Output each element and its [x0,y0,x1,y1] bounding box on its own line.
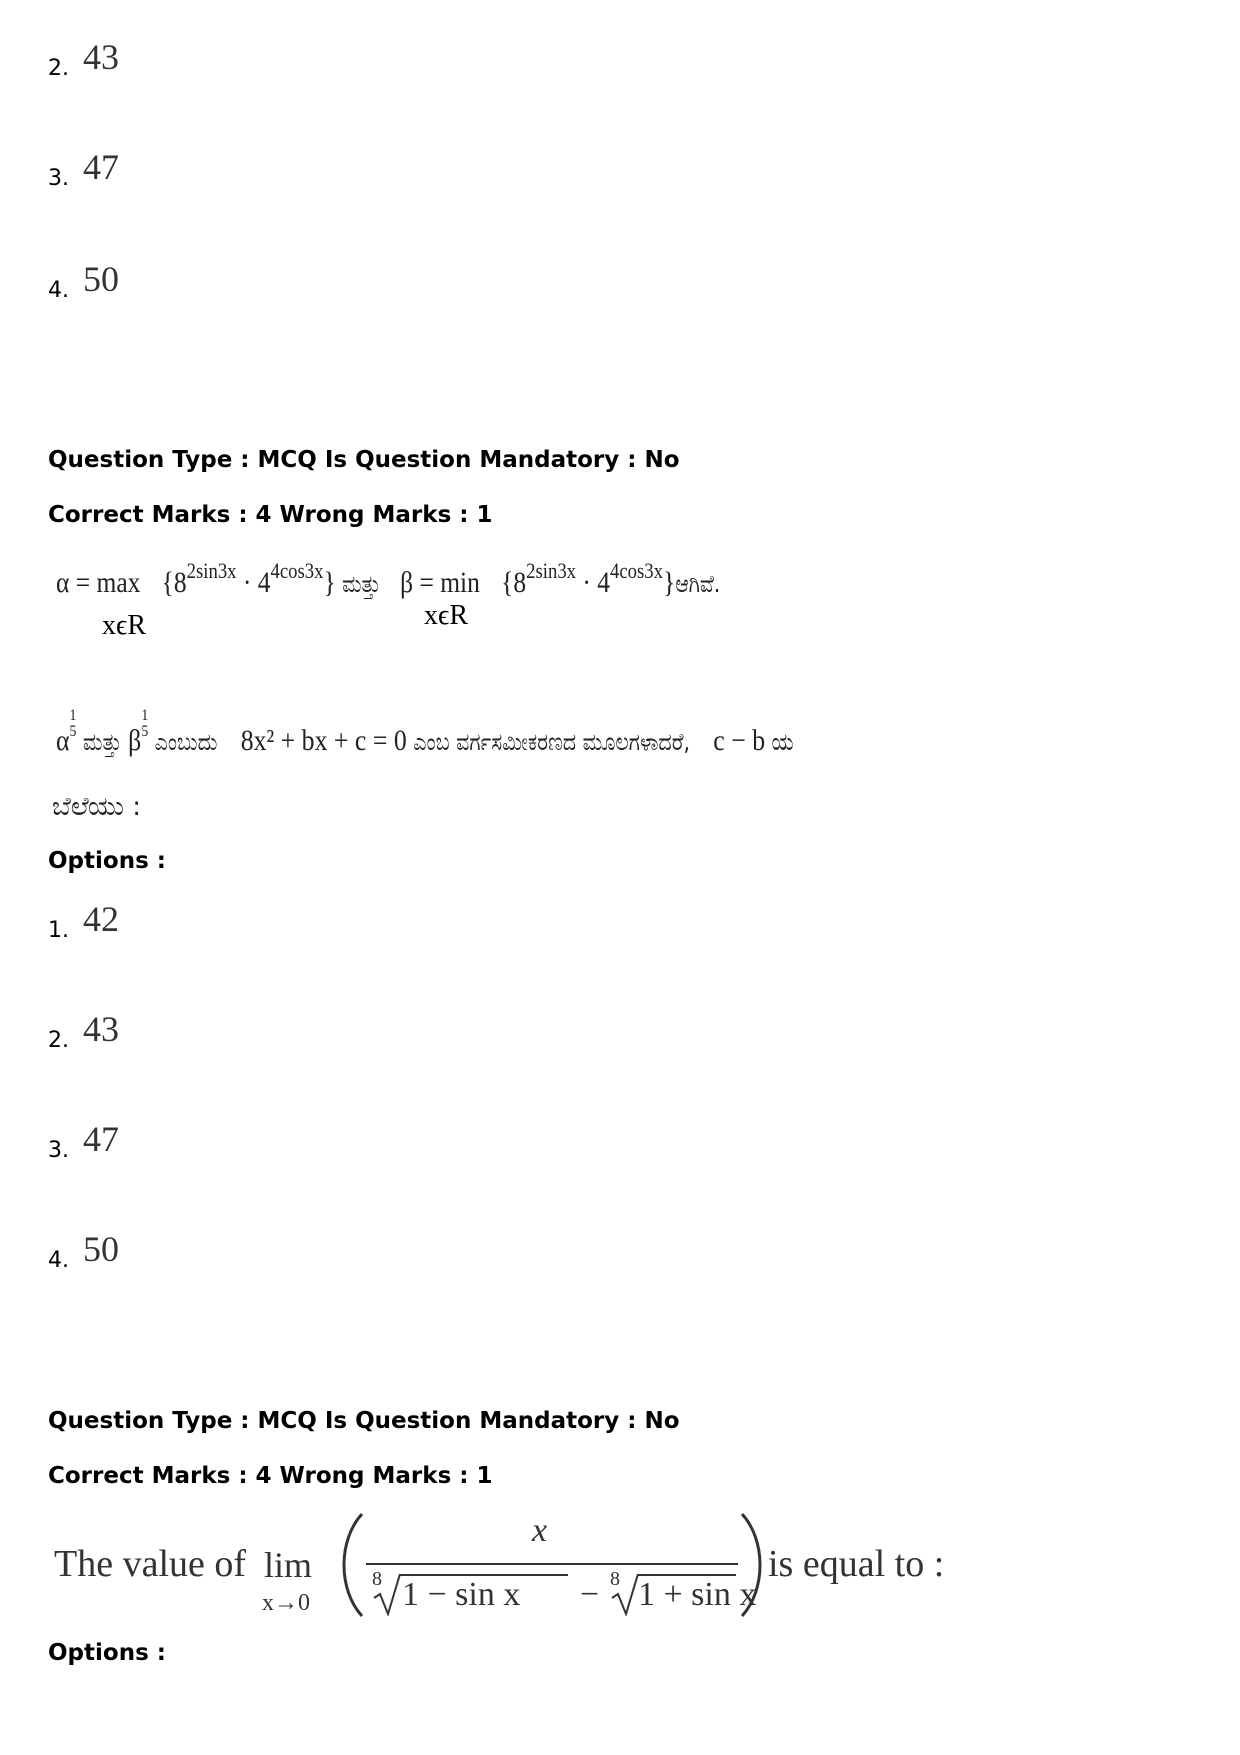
denominator-minus: − [580,1576,600,1613]
exponent: 2sin3x [186,558,237,583]
option-row[interactable] [48,147,119,191]
question-type-line: Question Type : MCQ Is Question Mandatory : No [48,447,680,473]
radical-sign [610,1572,640,1616]
kannada-called: ಎಂಬುದು [154,728,218,756]
fraction-exponent: 1 5 [141,707,149,740]
dot-four: · 4 [236,566,271,599]
option-row[interactable] [48,1009,119,1053]
radical-sign [372,1572,402,1616]
question-type-line: Question Type : MCQ Is Question Mandatory : No [48,1408,680,1434]
question-stem-line-3: ಬೆಲೆಯು : [52,792,141,822]
set-open: {8 [501,566,527,599]
fraction-bar [366,1563,738,1565]
stem-lead: The value of [54,1543,247,1585]
root-index: 8 [610,1568,620,1590]
option-row[interactable] [48,1229,119,1273]
option-value: 47 [83,1119,119,1159]
option-value: 43 [83,1009,119,1049]
alpha-max: α = max [56,566,141,599]
option-value: 47 [83,147,119,187]
option-value: 43 [83,37,119,77]
option-number: 3. [48,1138,69,1163]
question-stem-line-2 [56,708,794,758]
options-label: Options : [48,1640,166,1666]
dot-four: · 4 [576,566,611,599]
marks-line: Correct Marks : 4 Wrong Marks : 1 [48,1463,493,1489]
c-minus-b: c − b [713,724,766,757]
question-stem-line-1 [56,558,721,600]
option-row[interactable] [48,37,119,81]
quadratic-equation: 8x² + bx + c = 0 [240,724,407,757]
fraction-numerator: x [532,1512,548,1549]
option-number: 2. [48,1028,69,1053]
kannada-and: ಮತ್ತು [82,728,122,756]
root-index: 8 [372,1568,382,1590]
lim-operator: lim [264,1545,313,1585]
under-max: xϵR [102,610,147,641]
kannada-ya: ಯ [771,728,794,756]
option-number: 3. [48,166,69,191]
exponent: 4cos3x [270,558,324,583]
option-number: 4. [48,278,69,303]
options-label: Options : [48,848,166,874]
limit-question-stem [54,1510,954,1620]
set-open: {8 [161,566,187,599]
option-number: 1. [48,918,69,943]
kannada-and: ಮತ್ತು [342,570,381,598]
option-value: 50 [83,259,119,299]
stem-tail: is equal to : [768,1543,945,1585]
set-close: } [323,566,336,599]
left-paren [332,1510,372,1620]
beta: β [128,724,142,757]
kannada-roots: ಎಂಬ ವರ್ಗಸಮೀಕರಣದ ಮೂಲಗಳಾದರೆ, [413,728,691,756]
option-row[interactable] [48,259,119,303]
under-min: xϵR [424,600,469,631]
lim-subscript: x→0 [262,1590,310,1616]
option-number: 4. [48,1248,69,1273]
kannada-are: ಆಗಿವೆ. [675,570,721,598]
exponent: 2sin3x [526,558,577,583]
option-value: 42 [83,899,119,939]
option-row[interactable] [48,1119,119,1163]
beta-min: β = min [400,566,480,599]
option-number: 2. [48,56,69,81]
exponent: 4cos3x [610,558,664,583]
radicand-right: 1 + sin x [638,1576,757,1613]
option-row[interactable] [48,899,119,943]
set-close: } [663,566,676,599]
radicand-left: 1 − sin x [402,1576,521,1613]
fraction-exponent: 1 5 [69,707,77,740]
option-value: 50 [83,1229,119,1269]
marks-line: Correct Marks : 4 Wrong Marks : 1 [48,502,493,528]
alpha: α [56,724,70,757]
